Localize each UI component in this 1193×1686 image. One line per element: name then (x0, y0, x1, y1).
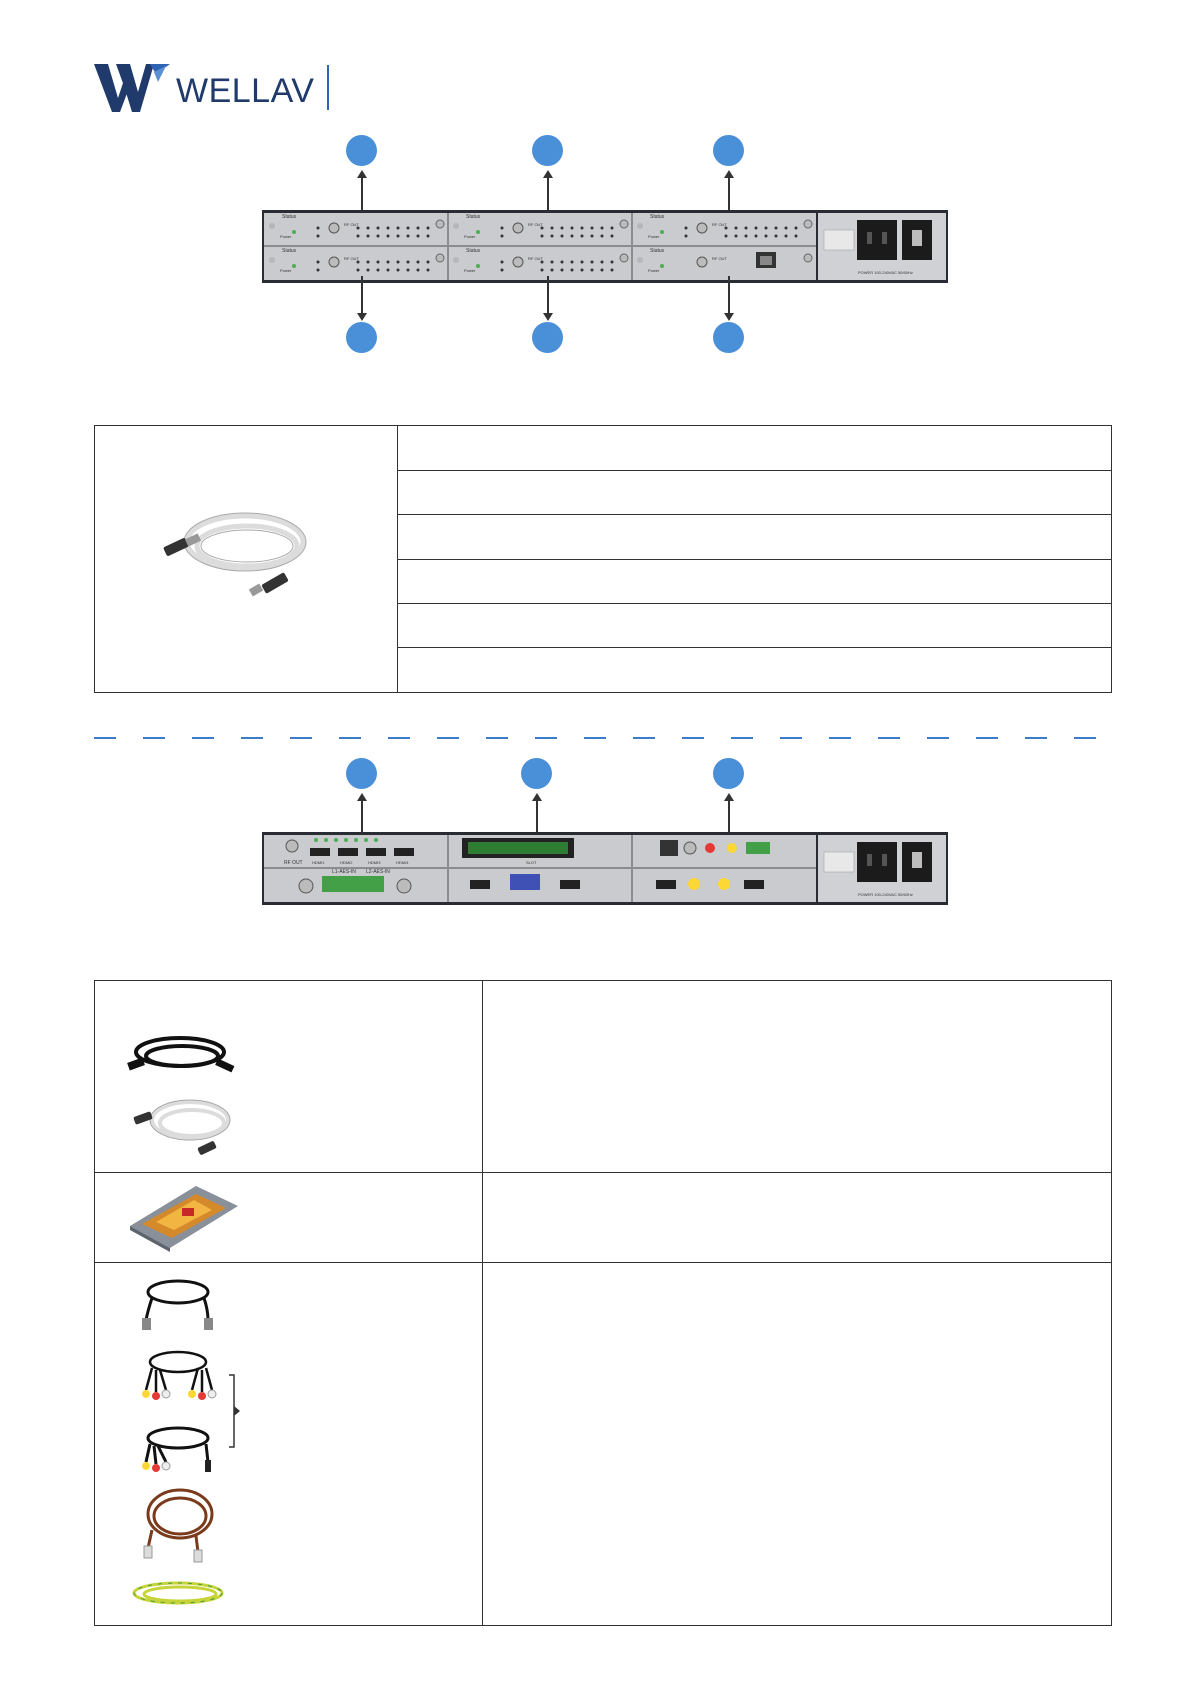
brand-name: WELLAV (176, 72, 315, 110)
ca-module-icon (126, 1182, 241, 1252)
group-bracket (228, 1374, 242, 1448)
device-rear-panel-tuner (262, 210, 948, 283)
module-status-label: Status (282, 214, 297, 220)
callout-circle (521, 758, 552, 789)
hdmi4-label: HDMI4 (396, 860, 409, 865)
callout-arrow (361, 795, 363, 837)
module-port-label: RF OUT (344, 256, 359, 261)
callout-circle (346, 758, 377, 789)
module-status-label: Status (466, 248, 481, 254)
module-power-label: Power (464, 268, 476, 273)
module-status-label: Status (466, 214, 481, 220)
rca-to-jack-cable-icon (138, 1420, 220, 1478)
module-status-label: Status (282, 248, 297, 254)
header-divider (327, 65, 329, 110)
callout-circle (532, 135, 563, 166)
accessory-table-2 (94, 980, 1112, 1626)
module-status-label: Status (650, 214, 665, 220)
rca-cable-icon (138, 1348, 220, 1406)
ethernet-cable-icon (138, 1486, 220, 1564)
module-port-label: RF OUT (528, 256, 543, 261)
callout-circle (346, 322, 377, 353)
slot-label: SLOT (526, 860, 537, 865)
table-row-divider (397, 647, 1112, 648)
table-row-divider (94, 1172, 1112, 1173)
table-row-divider (397, 514, 1112, 515)
wellav-logo-icon (94, 64, 170, 112)
coax-cable-icon (126, 1090, 246, 1160)
hdmi3-label: HDMI3 (368, 860, 381, 865)
callout-circle (713, 758, 744, 789)
module-status-label: Status (650, 248, 665, 254)
rf-out-label: RF OUT (284, 860, 303, 866)
bnc-cable-icon (138, 1276, 218, 1332)
callout-arrow (728, 276, 730, 319)
hdmi1-label: HDMI1 (312, 860, 325, 865)
callout-arrow (547, 276, 549, 319)
module-port-label: RF OUT (344, 222, 359, 227)
callout-circle (532, 322, 563, 353)
module-port-label: RF OUT (528, 222, 543, 227)
callout-arrow (536, 795, 538, 837)
callout-arrow (728, 795, 730, 837)
callout-circle (713, 322, 744, 353)
aes-label: L1-AES-IN (332, 869, 356, 875)
module-power-label: Power (648, 268, 660, 273)
table-divider (482, 980, 483, 1626)
table-row-divider (397, 470, 1112, 471)
table-row-divider (397, 603, 1112, 604)
callout-circle (346, 135, 377, 166)
coax-cable-icon (150, 500, 330, 610)
module-power-label: Power (280, 234, 292, 239)
power-label: POWER 100-240VAC 50/60Hz (858, 270, 913, 275)
table-row-divider (94, 1262, 1112, 1263)
module-power-label: Power (648, 234, 660, 239)
power-label: POWER 100-240VAC 50/60Hz (858, 892, 913, 897)
callout-circle (713, 135, 744, 166)
module-power-label: Power (464, 234, 476, 239)
callout-arrow (361, 276, 363, 319)
table-row-divider (397, 559, 1112, 560)
hdmi-cable-icon (120, 1030, 240, 1082)
module-port-label: RF OUT (712, 256, 727, 261)
module-power-label: Power (280, 268, 292, 273)
hdmi2-label: HDMI2 (340, 860, 353, 865)
device-rear-panel-encoder (262, 832, 948, 905)
ground-cable-icon (128, 1576, 228, 1610)
section-separator (94, 726, 1114, 728)
module-port-label: RF OUT (712, 222, 727, 227)
aes2-label: L2-AES-IN (366, 869, 390, 875)
